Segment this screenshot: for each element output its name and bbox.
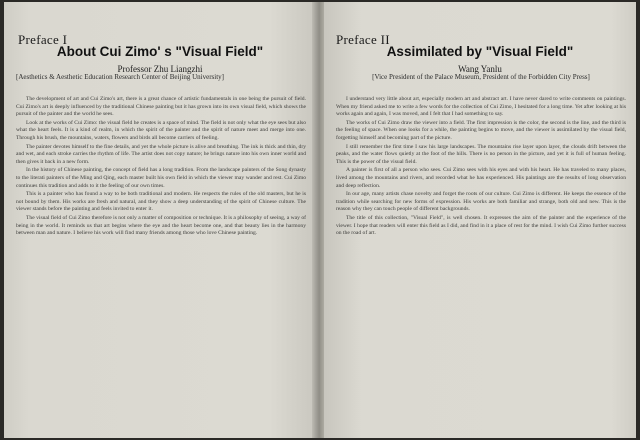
paragraph: I understand very little about art, especially modern art and abstract art. I have never dared to write comments on paintings. When my friend asked me to write a few words for the collection of Cui Zimo, I hesitated for a long time. Yet after looking at his works again and again, I was moved, and I felt that I had something to say. <box>336 96 626 118</box>
preface-heading: Preface II <box>336 32 390 47</box>
preface-body <box>16 96 306 432</box>
preface-title: About Cui Zimo' s "Visual Field" <box>56 44 264 59</box>
preface-author: Professor Zhu Liangzhi <box>117 64 203 74</box>
paragraph: In the history of Chinese painting, the concept of field has a long tradition. From the landscape painters of the Song dynasty to the literati painters of the Ming and Qing, each master built his own field in which the viewer may wander and rest. Cui Zimo continues this tradition and adds to it the feeling of our own times. <box>16 167 306 189</box>
preface-author: Wang Yanlu <box>458 64 502 74</box>
paragraph: The visual field of Cui Zimo therefore is not only a matter of composition or technique. It is a philosophy of seeing, a way of being in the world. It reminds us that art begins where the eye and the heart become one, and that beauty lies in the harmony between man and nature. I believe his work will find many friends among those who love Chinese painting. <box>16 215 306 237</box>
paragraph: The works of Cui Zimo draw the viewer into a field. The first impression is the color, the second is the line, and the third is the feeling of space. When one looks for a while, the painting begins to move, and the viewer is assimilated by the visual field, forgetting himself and becoming part of the picture. <box>336 119 626 141</box>
book-spread <box>4 2 636 438</box>
paragraph: This is a painter who has found a way to be both traditional and modern. He respects the rules of the old masters, but he is not bound by them. His works are fresh and natural, and they show a deep understanding of the spirit of Chinese culture. The viewer stands before the painting and feels invited to enter it. <box>16 191 306 213</box>
paragraph: In our age, many artists chase novelty and forget the roots of our culture. Cui Zimo is different. He keeps the essence of the tradition while searching for new forms of expression. His works are both familiar and strange, both old and new. This is the reason why they can touch people of different backgrounds. <box>336 191 626 213</box>
paragraph: The development of art and Cui Zimo's art, there is a great chance of artistic fundamentals in one being the pursuit of field. Cui Zimo's art is deeply influenced by the traditional Chinese painting but it has grown into its own visual field, which shows the pursuit of the painter and the world he sees. <box>16 96 306 118</box>
right-page <box>324 2 636 438</box>
preface-affiliation: [Vice President of the Palace Museum, President of the Forbidden City Press] <box>372 73 590 81</box>
paragraph: The title of this collection, "Visual Field", is well chosen. It expresses the aim of the painter and the experience of the viewer. I hope that readers will enter this field as I did, and find in it a place of rest for the mind. I wish Cui Zimo further success on the road of art. <box>336 215 626 237</box>
preface-body <box>336 96 626 432</box>
paragraph: I still remember the first time I saw his large landscapes. The mountains rise layer upon layer, the clouds drift between the peaks, and the water flows quietly at the foot of the hills. There is no person in the picture, and yet it is full of human feeling. This is the power of the visual field. <box>336 143 626 165</box>
preface-heading: Preface I <box>18 32 68 47</box>
paragraph: A painter is first of all a person who sees. Cui Zimo sees with his eyes and with his heart. He has traveled to many places, lived among the mountains and rivers, and recorded what he has experienced. His paintings are the results of long observation and deep reflection. <box>336 167 626 189</box>
preface-affiliation: [Aesthetics & Aesthetic Education Research Center of Beijing University] <box>16 73 224 81</box>
preface-title: Assimilated by "Visual Field" <box>386 44 574 59</box>
left-page <box>4 2 316 438</box>
paragraph: The painter devotes himself to the fine details, and yet the whole picture is alive and breathing. The ink is thick and thin, dry and wet, and each stroke carries the rhythm of life. The artist does not copy nature; he brings nature into his own inner world and then gives it back in a new form. <box>16 143 306 165</box>
paragraph: Look at the works of Cui Zimo: the visual field he creates is a space of mind. The field is not only what the eye sees but also what the heart feels. It is a kind of realm, in which the spirit of the painter and the spirit of nature meet and merge into one. Through his brush, the mountains, waters, flowers and birds all become carriers of feeling. <box>16 119 306 141</box>
